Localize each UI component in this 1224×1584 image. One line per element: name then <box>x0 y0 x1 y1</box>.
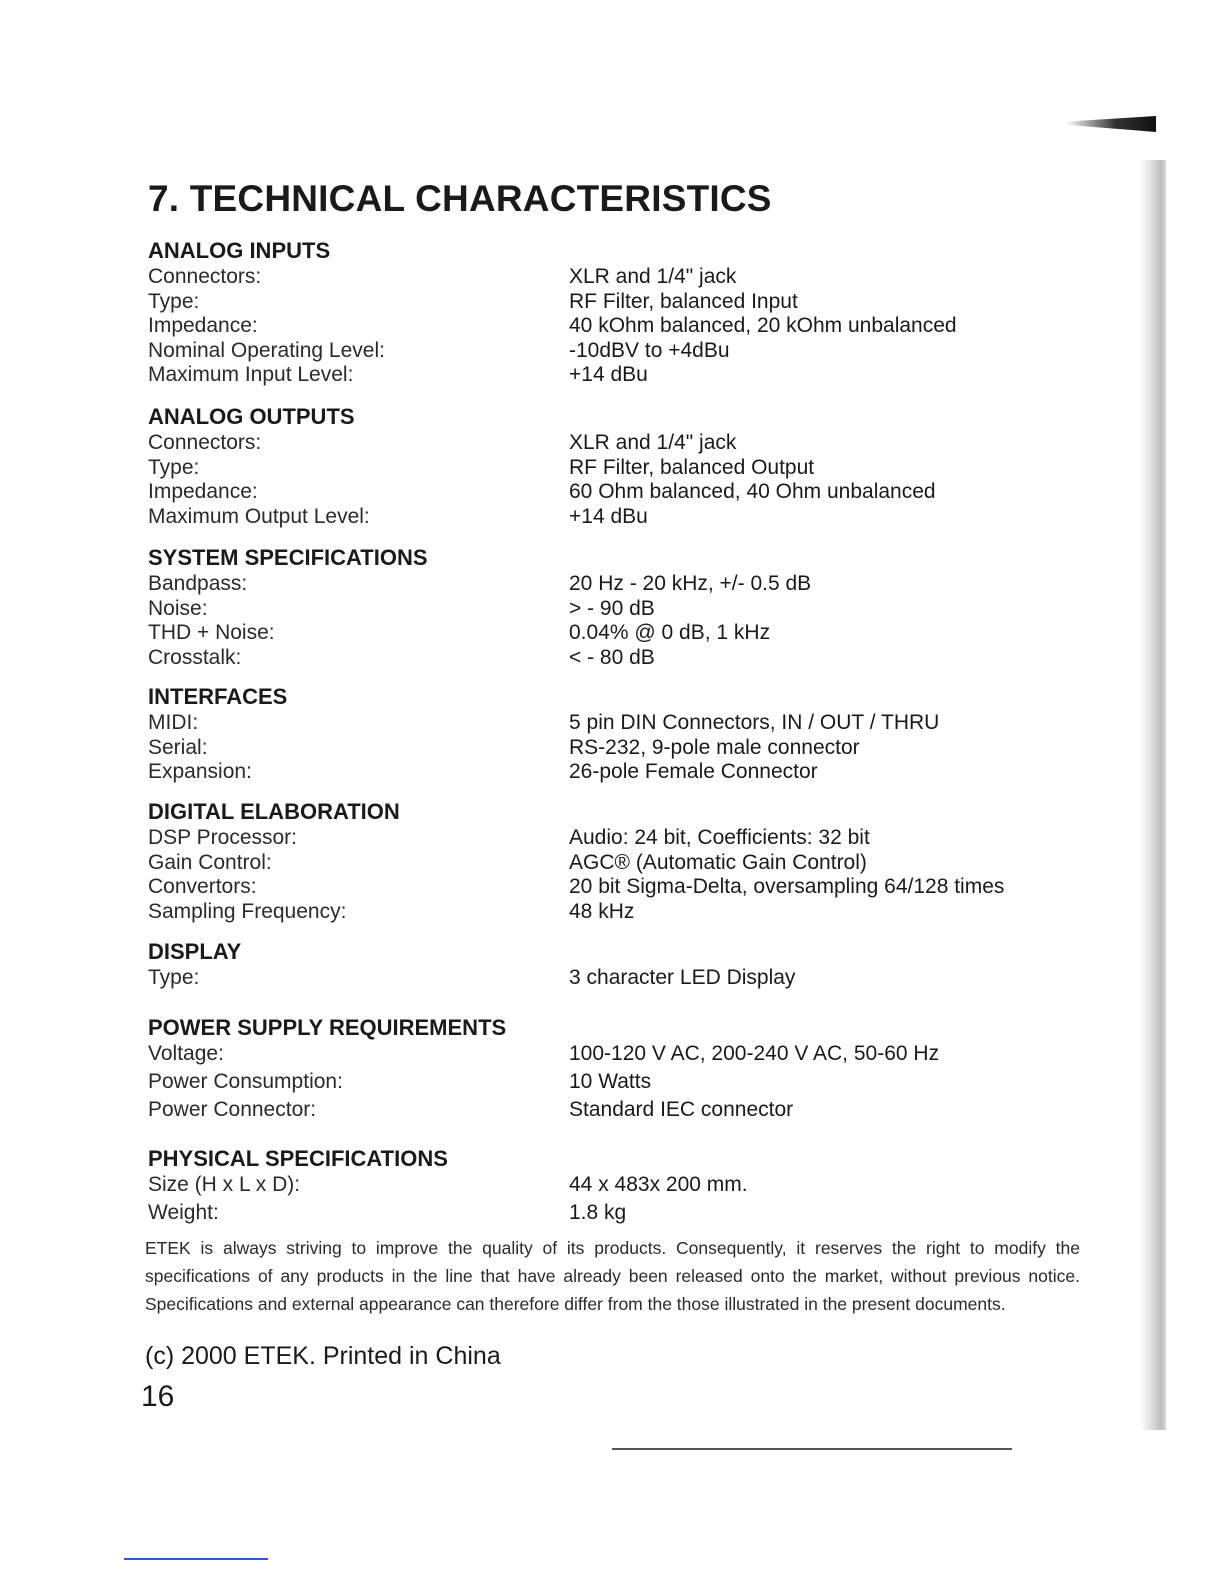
spec-label: Connectors: <box>148 265 262 288</box>
section-heading: DIGITAL ELABORATION <box>148 799 400 824</box>
page-number: 16 <box>141 1380 175 1413</box>
spec-row <box>148 363 1048 388</box>
spec-value: < - 80 dB <box>569 645 655 669</box>
spec-value: 0.04% @ 0 dB, 1 kHz <box>569 621 771 644</box>
spec-label: DSP Processor: <box>148 826 297 849</box>
spec-row <box>148 646 1048 671</box>
spec-value: 20 Hz - 20 kHz, +/- 0.5 dB <box>569 572 812 595</box>
spec-label: Nominal Operating Level: <box>148 338 385 362</box>
spec-value: RS-232, 9-pole male connector <box>569 735 860 759</box>
spec-label: Convertors: <box>148 875 257 898</box>
spec-value: AGC® (Automatic Gain Control) <box>569 850 867 874</box>
spec-label: Crosstalk: <box>148 645 242 669</box>
spec-label: Voltage: <box>148 1042 224 1065</box>
corner-scan-mark <box>1066 116 1156 132</box>
spec-label: Maximum Output Level: <box>148 504 370 528</box>
spec-row <box>148 431 1048 456</box>
spec-value: +14 dBu <box>569 363 648 386</box>
disclaimer-notice: ETEK is always striving to improve the quality of its products. Consequently, it reserves the right to modify the specifications of any products in the line that have already been released onto the market, without previous notice. Specifications and external appearance can therefore differ from the those illustrated in the present documents. <box>145 1238 1080 1314</box>
spec-value: -10dBV to +4dBu <box>569 338 730 362</box>
copyright-line: (c) 2000 ETEK. Printed in China <box>145 1342 501 1370</box>
spec-row <box>148 339 1048 364</box>
spec-row <box>148 456 1048 481</box>
spec-label: Impedance: <box>148 480 258 503</box>
section-heading: ANALOG INPUTS <box>148 238 331 263</box>
spec-label: Type: <box>148 966 200 989</box>
section-heading: PHYSICAL SPECIFICATIONS <box>148 1146 448 1171</box>
spec-label: Type: <box>148 289 200 313</box>
spec-row <box>148 1173 1048 1201</box>
spec-row <box>148 851 1048 876</box>
spec-value: 20 bit Sigma-Delta, oversampling 64/128 times <box>569 875 1005 898</box>
spec-label: Type: <box>148 455 200 479</box>
spec-value: 5 pin DIN Connectors, IN / OUT / THRU <box>569 711 940 734</box>
spec-value: 26-pole Female Connector <box>569 760 818 783</box>
spec-label: Bandpass: <box>148 572 248 595</box>
spec-row <box>148 572 1048 597</box>
section-power-supply <box>148 1014 1048 1126</box>
spec-row <box>148 621 1048 646</box>
spec-value: RF Filter, balanced Input <box>569 289 798 313</box>
spec-label: Size (H x L x D): <box>148 1173 301 1196</box>
spec-row <box>148 1070 1048 1098</box>
spec-value: 3 character LED Display <box>569 966 796 989</box>
section-heading: DISPLAY <box>148 939 242 964</box>
spec-row <box>148 1098 1048 1126</box>
spec-label: Sampling Frequency: <box>148 899 347 923</box>
spec-row <box>148 290 1048 315</box>
spec-label: Weight: <box>148 1201 219 1224</box>
spec-value: 48 kHz <box>569 899 635 923</box>
section-interfaces <box>148 683 1048 785</box>
spec-row <box>148 1201 1048 1229</box>
section-heading: POWER SUPPLY REQUIREMENTS <box>148 1015 507 1040</box>
section-analog-inputs <box>148 237 1048 388</box>
page-edge-shadow <box>1140 160 1166 1430</box>
spec-value: 44 x 483x 200 mm. <box>569 1173 748 1196</box>
spec-label: Noise: <box>148 596 208 620</box>
spec-row <box>148 597 1048 622</box>
spec-value: 40 kOhm balanced, 20 kOhm unbalanced <box>569 314 957 337</box>
spec-row <box>148 966 1048 991</box>
section-system-specifications <box>148 544 1048 670</box>
spec-label: Impedance: <box>148 314 258 337</box>
section-display <box>148 938 1048 991</box>
spec-value: > - 90 dB <box>569 596 655 620</box>
spec-value: RF Filter, balanced Output <box>569 455 815 479</box>
spec-label: Connectors: <box>148 431 262 454</box>
page-title: 7. TECHNICAL CHARACTERISTICS <box>148 178 772 219</box>
spec-value: 100-120 V AC, 200-240 V AC, 50-60 Hz <box>569 1042 940 1065</box>
spec-value: XLR and 1/4" jack <box>569 265 737 288</box>
section-heading: ANALOG OUTPUTS <box>148 404 355 429</box>
spec-value: XLR and 1/4" jack <box>569 431 737 454</box>
spec-row <box>148 314 1048 339</box>
bottom-rule <box>612 1448 1012 1450</box>
section-heading: SYSTEM SPECIFICATIONS <box>148 545 428 570</box>
spec-row <box>148 736 1048 761</box>
spec-value: 10 Watts <box>569 1070 652 1093</box>
spec-row <box>148 1042 1048 1070</box>
section-physical-specifications <box>148 1145 1048 1229</box>
section-analog-outputs <box>148 403 1048 529</box>
spec-row <box>148 875 1048 900</box>
spec-row <box>148 505 1048 530</box>
spec-label: Serial: <box>148 735 208 759</box>
spec-row <box>148 826 1048 851</box>
spec-label: Expansion: <box>148 760 252 783</box>
spec-label: THD + Noise: <box>148 621 275 644</box>
spec-label: Maximum Input Level: <box>148 363 354 386</box>
section-heading: INTERFACES <box>148 684 288 709</box>
spec-row <box>148 760 1048 785</box>
spec-label: Power Consumption: <box>148 1070 343 1093</box>
spec-label: Gain Control: <box>148 850 272 874</box>
spec-value: Audio: 24 bit, Coefficients: 32 bit <box>569 826 870 849</box>
spec-row <box>148 480 1048 505</box>
spec-value: 60 Ohm balanced, 40 Ohm unbalanced <box>569 480 936 503</box>
section-digital-elaboration <box>148 798 1048 924</box>
spec-label: MIDI: <box>148 711 199 734</box>
spec-row <box>148 711 1048 736</box>
spec-value: Standard IEC connector <box>569 1098 794 1121</box>
spec-value: +14 dBu <box>569 504 648 528</box>
spec-value: 1.8 kg <box>569 1201 627 1224</box>
spec-row <box>148 900 1048 925</box>
bottom-accent-line <box>124 1558 268 1560</box>
spec-row <box>148 265 1048 290</box>
spec-label: Power Connector: <box>148 1098 317 1121</box>
